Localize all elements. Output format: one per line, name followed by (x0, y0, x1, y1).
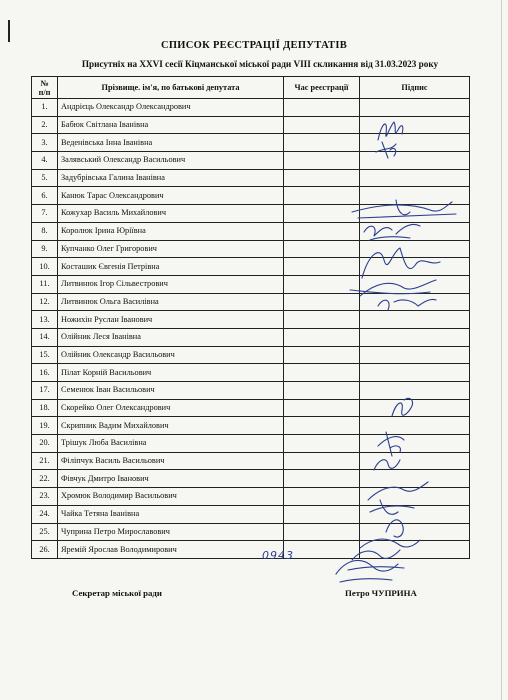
registration-time-cell (284, 293, 360, 311)
table-row (32, 205, 470, 223)
deputy-name: Олійник Олександр Васильович (58, 346, 284, 364)
deputy-name: Канюк Тарас Олександрович (58, 187, 284, 205)
table-row (32, 311, 470, 329)
table-row (32, 417, 470, 435)
registration-time-cell (284, 470, 360, 488)
signature-cell (360, 240, 470, 258)
signature-cell (360, 116, 470, 134)
registration-time-cell (284, 258, 360, 276)
table-row (32, 152, 470, 170)
header-signature: Підпис (360, 77, 470, 99)
deputy-name: Трішук Люба Василівна (58, 435, 284, 453)
deputy-name: Філіпчук Василь Васильович (58, 452, 284, 470)
deputy-name: Ножихін Руслан Іванович (58, 311, 284, 329)
table-row (32, 382, 470, 400)
table-row (32, 222, 470, 240)
signature-cell (360, 435, 470, 453)
registration-time-cell (284, 382, 360, 400)
table-row (32, 275, 470, 293)
row-number: 4. (32, 152, 58, 170)
table-row (32, 399, 470, 417)
signature-cell (360, 399, 470, 417)
deputy-name: Чуприна Петро Мирославович (58, 523, 284, 541)
row-number: 14. (32, 328, 58, 346)
signature-cell (360, 417, 470, 435)
scan-edge-mark (8, 20, 10, 42)
signature-cell (360, 275, 470, 293)
row-number: 1. (32, 99, 58, 117)
row-number: 15. (32, 346, 58, 364)
deputy-name: Литвинюк Ольга Василівна (58, 293, 284, 311)
row-number: 18. (32, 399, 58, 417)
deputy-name: Королюк Ірина Юріївна (58, 222, 284, 240)
row-number: 6. (32, 187, 58, 205)
deputy-name: Олійник Леся Іванівна (58, 328, 284, 346)
registration-time-cell (284, 523, 360, 541)
header-name: Прізвище. ім'я, по батькові депутата (58, 77, 284, 99)
document-subtitle: Присутніх на XXVI сесії Кіцманської міської ради VIII скликання від 31.03.2023 року (81, 59, 439, 69)
registration-time-cell (284, 541, 360, 559)
row-number: 26. (32, 541, 58, 559)
table-row (32, 470, 470, 488)
registration-time-cell (284, 116, 360, 134)
deputy-name: Хромюк Володимир Васильович (58, 488, 284, 506)
registration-time-cell (284, 488, 360, 506)
table-row (32, 488, 470, 506)
signature-cell (360, 488, 470, 506)
deputy-name: Скрипник Вадим Михайлович (58, 417, 284, 435)
signature-cell (360, 205, 470, 223)
row-number: 25. (32, 523, 58, 541)
deputy-name: Литвинюк Ігор Сільвестрович (58, 275, 284, 293)
signature-cell (360, 258, 470, 276)
row-number: 20. (32, 435, 58, 453)
row-number: 22. (32, 470, 58, 488)
table-header-row (32, 77, 470, 99)
handwritten-time: 0943 (262, 549, 294, 562)
signature-cell (360, 382, 470, 400)
signature-cell (360, 134, 470, 152)
row-number: 9. (32, 240, 58, 258)
table-row (32, 435, 470, 453)
deputy-name: Андрієць Олександр Олександрович (58, 99, 284, 117)
table-row (32, 364, 470, 382)
signature-cell (360, 346, 470, 364)
registration-time-cell (284, 505, 360, 523)
signature-cell (360, 187, 470, 205)
signature-cell (360, 541, 470, 559)
table-row (32, 169, 470, 187)
table-row (32, 116, 470, 134)
row-number: 12. (32, 293, 58, 311)
document-title: СПИСОК РЕЄСТРАЦІЇ ДЕПУТАТІВ (160, 40, 348, 51)
table-row (32, 328, 470, 346)
table-row (32, 134, 470, 152)
signature-cell (360, 222, 470, 240)
header-time: Час реєстрації (284, 77, 360, 99)
row-number: 17. (32, 382, 58, 400)
table-row (32, 99, 470, 117)
table-row (32, 240, 470, 258)
signature-cell (360, 505, 470, 523)
deputy-name: Скорейко Олег Олександрович (58, 399, 284, 417)
registration-time-cell (284, 328, 360, 346)
table-row (32, 541, 470, 559)
registration-time-cell (284, 222, 360, 240)
registration-time-cell (284, 152, 360, 170)
row-number: 11. (32, 275, 58, 293)
deputy-name: Залявський Олександр Васильович (58, 152, 284, 170)
signature-cell (360, 311, 470, 329)
table-row (32, 346, 470, 364)
row-number: 19. (32, 417, 58, 435)
signature-cell (360, 169, 470, 187)
registration-table (31, 76, 470, 559)
deputy-name: Яремій Ярослав Володимирович (58, 541, 284, 559)
secretary-label: Секретар міської ради (72, 588, 162, 598)
table-row (32, 293, 470, 311)
signature-cell (360, 152, 470, 170)
registration-time-cell (284, 275, 360, 293)
signature-cell (360, 364, 470, 382)
deputy-name: Чайка Тетяна Іванівна (58, 505, 284, 523)
signature-cell (360, 452, 470, 470)
registration-time-cell (284, 99, 360, 117)
registration-time-cell (284, 240, 360, 258)
registration-time-cell (284, 435, 360, 453)
row-number: 24. (32, 505, 58, 523)
registration-time-cell (284, 311, 360, 329)
row-number: 13. (32, 311, 58, 329)
row-number: 21. (32, 452, 58, 470)
table-row (32, 523, 470, 541)
registration-time-cell (284, 134, 360, 152)
row-number: 3. (32, 134, 58, 152)
table-row (32, 258, 470, 276)
signature-cell (360, 99, 470, 117)
row-number: 10. (32, 258, 58, 276)
deputy-name: Фівчук Дмитро Іванович (58, 470, 284, 488)
row-number: 23. (32, 488, 58, 506)
deputy-name: Веденівська Інна Іванівна (58, 134, 284, 152)
registration-time-cell (284, 399, 360, 417)
row-number: 16. (32, 364, 58, 382)
secretary-signature (336, 560, 398, 582)
table-row (32, 187, 470, 205)
registration-time-cell (284, 205, 360, 223)
header-number-symbol: № (40, 78, 49, 88)
header-number (32, 77, 58, 99)
row-number: 8. (32, 222, 58, 240)
registration-time-cell (284, 169, 360, 187)
row-number: 5. (32, 169, 58, 187)
scan-edge-line (501, 0, 502, 700)
deputy-name: Задубрівська Галина Іванівна (58, 169, 284, 187)
row-number: 2. (32, 116, 58, 134)
signature-cell (360, 328, 470, 346)
registration-time-cell (284, 346, 360, 364)
deputy-name: Пілат Корній Васильович (58, 364, 284, 382)
registration-time-cell (284, 417, 360, 435)
registration-time-cell (284, 364, 360, 382)
deputy-name: Кожухар Василь Михайлович (58, 205, 284, 223)
signature-cell (360, 470, 470, 488)
signature-cell (360, 293, 470, 311)
deputy-name: Семенюк Іван Васильович (58, 382, 284, 400)
table-row (32, 505, 470, 523)
deputy-name: Бабюк Світлана Іванівна (58, 116, 284, 134)
deputy-name: Купчанко Олег Григорович (58, 240, 284, 258)
secretary-name: Петро ЧУПРИНА (345, 588, 417, 598)
signature-cell (360, 523, 470, 541)
table-row (32, 452, 470, 470)
header-number-abbr: п/п (38, 87, 51, 97)
registration-time-cell (284, 452, 360, 470)
deputy-name: Косташик Євгенія Петрівна (58, 258, 284, 276)
registration-time-cell (284, 187, 360, 205)
row-number: 7. (32, 205, 58, 223)
